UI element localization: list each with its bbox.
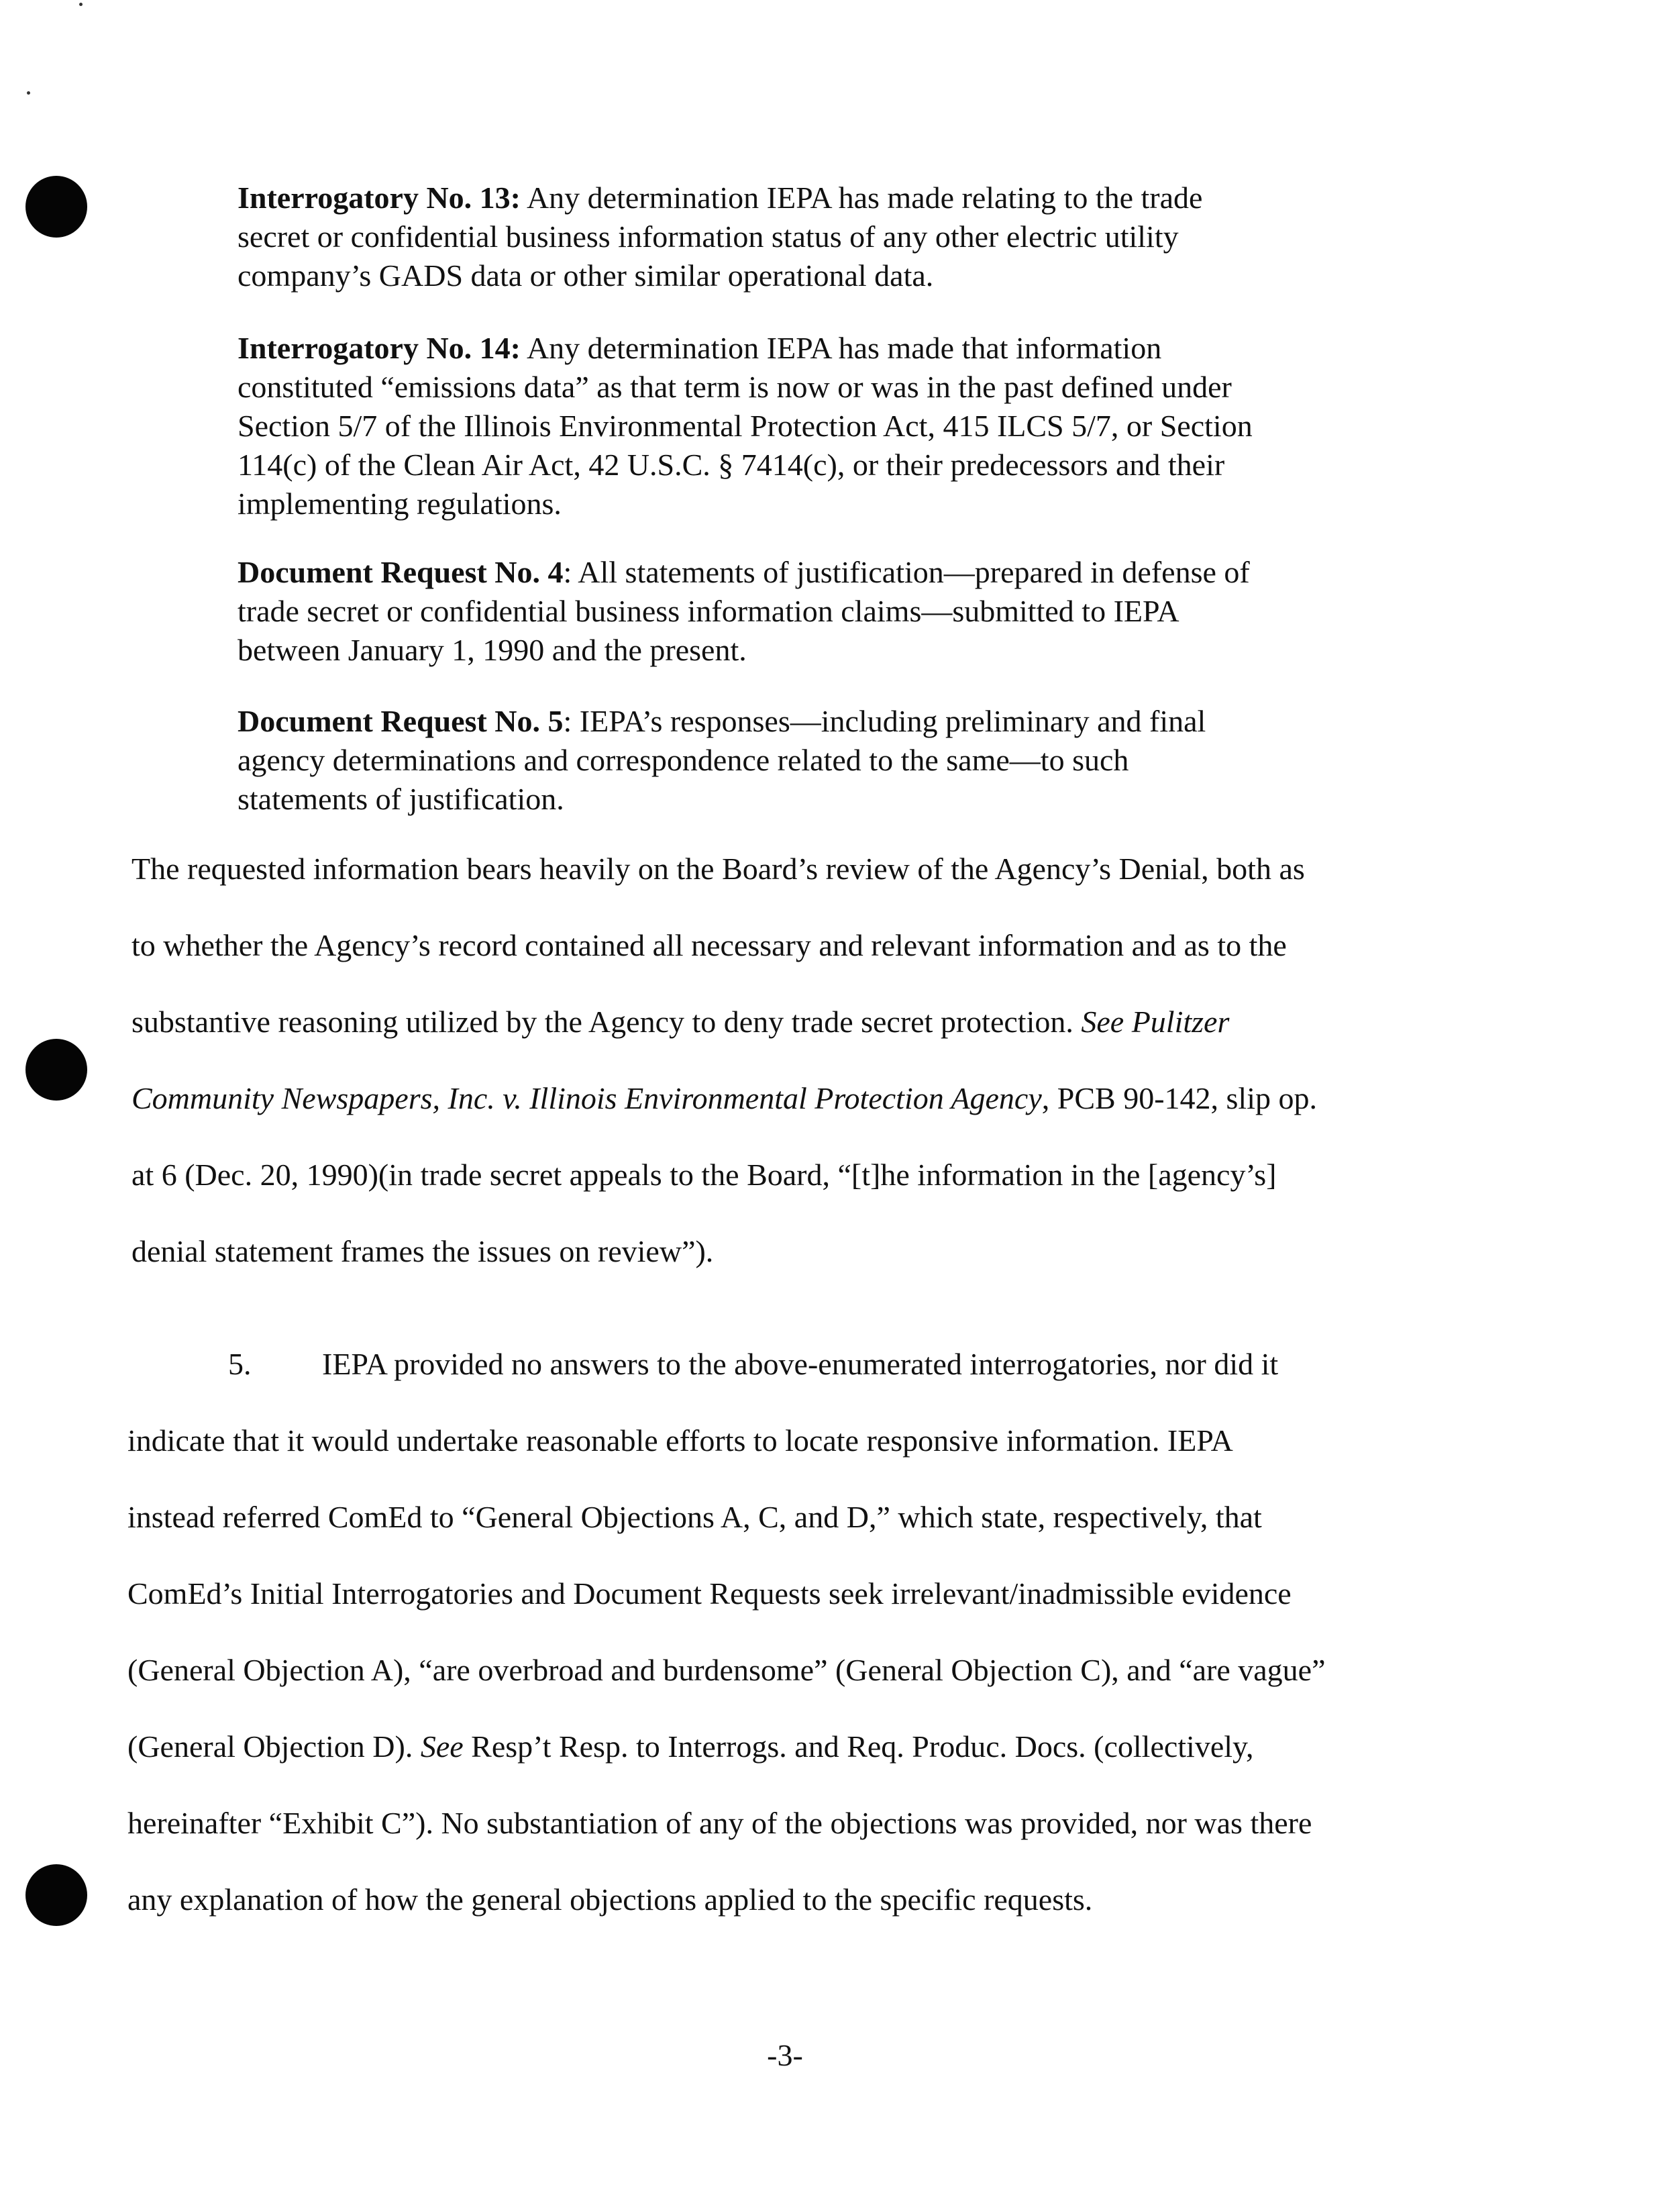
request-line: company’s GADS data or other similar operational data. xyxy=(238,258,934,293)
scan-speck xyxy=(27,91,30,95)
request-line: 114(c) of the Clean Air Act, 42 U.S.C. § 7414(c), or their predecessors and their xyxy=(238,448,1225,482)
punch-hole-middle xyxy=(25,1039,87,1101)
paragraph-line: hereinafter “Exhibit C”). No substantiation of any of the objections was provided, nor was there xyxy=(127,1806,1312,1840)
interrogatory-13 xyxy=(238,179,1351,295)
request-line xyxy=(238,179,1351,217)
paragraph-text: (General Objection D). xyxy=(127,1729,421,1764)
punch-hole-bottom xyxy=(25,1864,87,1926)
paragraph-text: , PCB 90-142, slip op. xyxy=(1041,1081,1317,1115)
paragraph-line xyxy=(132,1079,1447,1156)
paragraph-line xyxy=(127,1727,1442,1804)
citation-signal: See xyxy=(420,1729,464,1764)
paragraph-number: 5. xyxy=(228,1347,252,1381)
request-line: agency determinations and correspondence related to the same—to such xyxy=(238,743,1129,777)
request-line: between January 1, 1990 and the present. xyxy=(238,633,747,667)
paragraph-line: at 6 (Dec. 20, 1990)(in trade secret appeals to the Board, “[t]he information in the [agency’s] xyxy=(132,1158,1277,1192)
paragraph-text: Resp’t Resp. to Interrogs. and Req. Produc. Docs. (collectively, xyxy=(463,1729,1254,1764)
request-text: Any determination IEPA has made that information xyxy=(521,331,1162,365)
request-lead: Interrogatory No. 14: xyxy=(238,331,521,365)
case-citation: Community Newspapers, Inc. v. Illinois Environmental Protection Agency xyxy=(132,1081,1042,1115)
request-text: Any determination IEPA has made relating to the trade xyxy=(521,181,1203,215)
paragraph-line xyxy=(132,1003,1447,1079)
request-line: secret or confidential business information status of any other electric utility xyxy=(238,219,1179,254)
request-line: statements of justification. xyxy=(238,782,564,816)
request-line xyxy=(238,553,1351,592)
paragraph-line: ComEd’s Initial Interrogatories and Document Requests seek irrelevant/inadmissible evidence xyxy=(127,1576,1292,1611)
paragraph-line: indicate that it would undertake reasonable efforts to locate responsive information. IEPA xyxy=(127,1423,1233,1458)
request-lead: Document Request No. 4 xyxy=(238,555,564,589)
request-text: : All statements of justification—prepared in defense of xyxy=(563,555,1250,589)
request-line xyxy=(238,329,1351,368)
paragraph-text: IEPA provided no answers to the above-enumerated interrogatories, nor did it xyxy=(322,1347,1279,1381)
request-text: : IEPA’s responses—including preliminary and final xyxy=(563,704,1206,738)
document-request-5 xyxy=(238,702,1351,819)
request-lead: Document Request No. 5 xyxy=(238,704,564,738)
interrogatory-14 xyxy=(238,329,1351,523)
paragraph-line: denial statement frames the issues on review”). xyxy=(132,1234,714,1268)
paragraph-line: The requested information bears heavily on the Board’s review of the Agency’s Denial, both as xyxy=(132,852,1305,886)
page-number: -3- xyxy=(767,2038,803,2072)
request-lead: Interrogatory No. 13: xyxy=(238,181,521,215)
scan-speck xyxy=(79,3,83,6)
paragraph-line: instead referred ComEd to “General Objections A, C, and D,” which state, respectively, that xyxy=(127,1500,1262,1534)
paragraph-line: any explanation of how the general objections applied to the specific requests. xyxy=(127,1882,1093,1917)
paragraph-5 xyxy=(127,1345,1442,1957)
citation-signal: See Pulitzer xyxy=(1081,1005,1230,1039)
request-line: constituted “emissions data” as that term is now or was in the past defined under xyxy=(238,370,1232,404)
paragraph-line: to whether the Agency’s record contained all necessary and relevant information and as to the xyxy=(132,928,1287,962)
request-line: implementing regulations. xyxy=(238,487,562,521)
request-line: Section 5/7 of the Illinois Environmental Protection Act, 415 ILCS 5/7, or Section xyxy=(238,409,1253,443)
document-request-4 xyxy=(238,553,1351,670)
request-line: trade secret or confidential business information claims—submitted to IEPA xyxy=(238,594,1179,628)
paragraph-line xyxy=(127,1345,1442,1421)
paragraph-text: substantive reasoning utilized by the Agency to deny trade secret protection. xyxy=(132,1005,1082,1039)
request-line xyxy=(238,702,1351,741)
paragraph-requested-information xyxy=(132,850,1447,1309)
punch-hole-top xyxy=(25,176,87,238)
paragraph-line: (General Objection A), “are overbroad and burdensome” (General Objection C), and “are vague” xyxy=(127,1653,1326,1687)
